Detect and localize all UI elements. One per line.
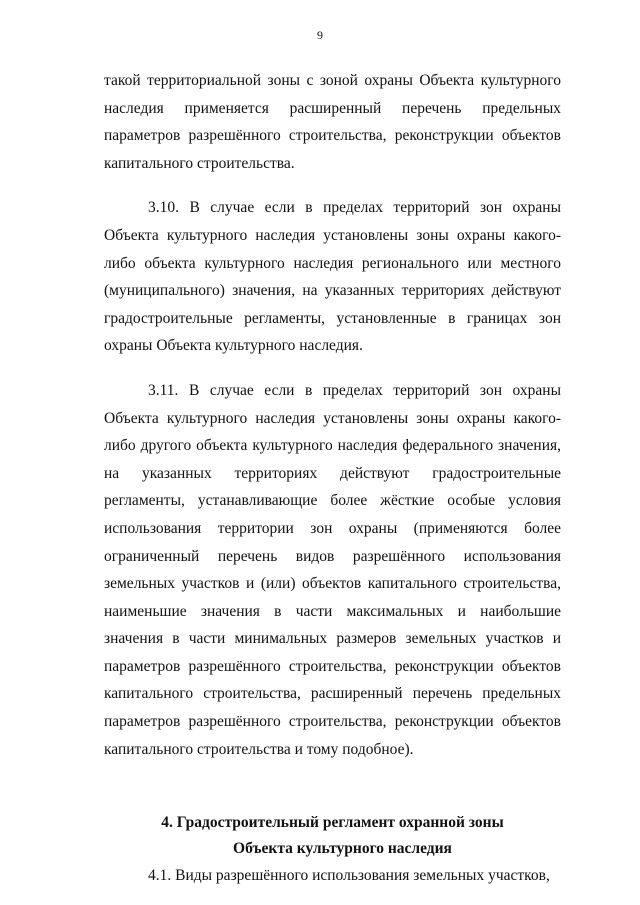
section-heading-line-2: Объекта культурного наследия xyxy=(233,840,452,858)
paragraph-3-10: 3.10. В случае если в пределах территорий зон охраны Объекта культурного наследия установлены зоны охраны какого-либо объекта культурного наследия регионального или местного (муниципального) значения, на указанных территориях действуют градостроительные регламенты, установленные в границах зон охраны Объекта культурного наследия. xyxy=(104,199,561,355)
paragraph-4-1: 4.1. Виды разрешённого использования земельных участков, xyxy=(148,867,550,885)
section-heading xyxy=(104,810,561,862)
paragraph-3-11: 3.11. В случае если в пределах территорий зон охраны Объекта культурного наследия установлены зоны охраны какого-либо другого объекта культурного наследия федерального значения, на указанных территориях действуют градостроительные регламенты, устанавливающие более жёсткие особые условия использования территории зон охраны (применяются более ограниченный перечень видов разрешённого использования земельных участков и (или) объектов капитального строительства, наименьшие значения в части максимальных и наибольшие значения в части минимальных размеров земельных участков и параметров разрешённого строительства, реконструкции объектов капитального строительства, расширенный перечень предельных параметров разрешённого строительства, реконструкции объектов капитального строительства и тому подобное). xyxy=(104,381,561,758)
page-number: 9 xyxy=(317,28,323,42)
document-body xyxy=(104,67,561,890)
section-heading-line-1: 4. Градостроительный регламент охранной зоны xyxy=(161,814,504,832)
paragraph-continuation: такой территориальной зоны с зоной охраны Объекта культурного наследия применяется расширенный перечень предельных параметров разрешённого строительства, реконструкции объектов капитального строительства. xyxy=(104,72,561,172)
